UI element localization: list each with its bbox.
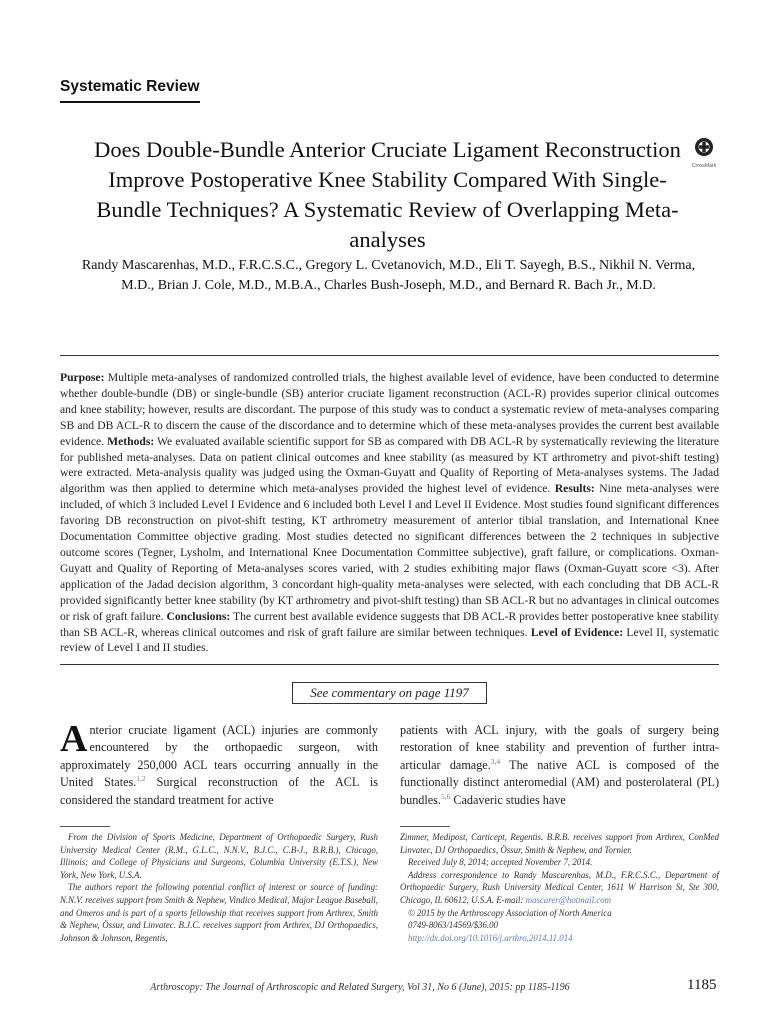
body-text: The native ACL is composed of the functionally distinct anteromedial (AM) and posterolateral (PL) bundles. (400, 757, 720, 807)
section-label: Systematic Review (60, 78, 200, 95)
reference-link[interactable]: 3,4 (490, 756, 501, 766)
purpose-text: Multiple meta-analyses of randomized controlled trials, the highest available level of evidence, have been conducted to determine whether double-bundle (DB) or single-bundle (SB) anterior cruciate ligament reconstruction (ACL-R) provides superior clinical outcomes and knee stability; however, results are discordant. The purpose of this study was to conduct a systematic review of meta-analyses comparing SB and DB ACL-R to discern the cause of the discordance and to determine which of these meta-analyses provides the current best available evidence. (60, 371, 719, 448)
section-rule (60, 101, 200, 103)
footnotes-right (400, 831, 719, 944)
level-of-evidence-text: Level II, systematic review of Level I and II studies. (60, 625, 719, 655)
doi-link[interactable]: http://dx.doi.org/10.1016/j.arthro.2014.11.014 (408, 932, 573, 943)
purpose-label: Purpose: (60, 371, 105, 384)
affiliation-note: From the Division of Sports Medicine, Department of Orthopaedic Surgery, Rush University Medical Center (R.M., G.L.C., N.N.V., B.J.C., C.B-J., B.R.B.), Chicago, Illinois; and College of Physicians and Surgeons, Columbia University (E.T.S.), New York, New York, U.S.A. (60, 832, 378, 880)
email-link[interactable]: mascarer@hotmail.com (525, 894, 612, 905)
page-number: 1185 (687, 977, 717, 993)
received-dates: Received July 8, 2014; accepted November 7, 2014. (408, 857, 593, 868)
footnote-rule (400, 826, 450, 827)
footnote-rule (60, 826, 110, 827)
conflict-note: The authors report the following potential conflict of interest or source of funding: N.N.V. receives support from Smith & Nephew, Vindico Medical, Major League Baseball, and Omeros and is part of a sports fellowship that receives support from Arthrex, Smith & Nephew, Össur, and Linvatec. B.J.C. receives support from Arthrex, DJ Orthopaedics, Johnson & Johnson, Regentis, (60, 882, 378, 943)
body-text: patients with ACL injury, with the goals of surgery being restoration of knee stability and prevention of further intra-articular damage. (400, 723, 719, 772)
footnotes-left (60, 831, 378, 944)
reference-link[interactable]: 5,6 (440, 791, 451, 801)
crossmark-icon (694, 137, 714, 157)
crossmark-badge[interactable] (691, 137, 717, 169)
level-of-evidence-label: Level of Evidence: (530, 625, 624, 639)
conflict-note-continued: Zimmer, Medipost, Carticept, Regentis. B.R.B. receives support from Arthrex, ConMed Linvatec, DJ Orthopaedics, Össur, Smith & Nephew, and Tornier. (400, 832, 719, 855)
correspondence-note (400, 869, 719, 907)
body-column-left (60, 718, 378, 809)
journal-citation: Arthroscopy: The Journal of Arthroscopic and Related Surgery, Vol 31, No 6 (June), 2015: pp 1185-1196 (150, 982, 570, 993)
conclusions-label: Conclusions: (166, 609, 231, 623)
body-column-right (400, 722, 719, 809)
author-list: Randy Mascarenhas, M.D., F.R.C.S.C., Gregory L. Cvetanovich, M.D., Eli T. Sayegh, B.S., Nikhil N. Verma, M.D., Brian J. Cole, M.D., M.B.A., Charles Bush-Joseph, M.D., and Bernard R. Bach Jr., M.D. (81, 258, 696, 293)
commentary-link[interactable]: See commentary on page 1197 (292, 682, 487, 704)
conclusions-text: The current best available evidence suggests that DB ACL-R provides better postoperative knee stability than SB ACL-R, whereas clinical outcomes and risk of graft failure are similar between techniques. (60, 609, 719, 639)
methods-text: We evaluated available scientific support for SB as compared with DB ACL-R by systematically reviewing the literature for published meta-analyses. Data on patient clinical outcomes and knee stability (as measured by KT arthrometry and pivot-shift testing) were extracted. Meta-analysis quality was judged using the Oxman-Guyatt and Quality of Reporting of Meta-analyses systems. The Jadad algorithm was then applied to determine which meta-analyses provided the highest level of evidence. (60, 434, 719, 496)
copyright-note: © 2015 by the Arthroscopy Association of North America (408, 907, 612, 918)
article-title: Does Double-Bundle Anterior Cruciate Ligament Reconstruction Improve Postoperative Knee Stability Compared With Single-Bundle Techniques? A Systematic Review of Overlapping Meta-analyses (94, 137, 681, 252)
body-text: Cadaveric studies have (450, 792, 566, 807)
results-label: Results: (554, 482, 595, 496)
methods-label: Methods: (107, 434, 155, 448)
abstract-bottom-rule (60, 664, 719, 665)
results-text: Nine meta-analyses were included, of which 3 included Level I Evidence and 6 included both Level I and Level II Evidence. Most studies found significant differences favoring DB reconstruction on pivot-shift testing, KT arthrometry measurement of anterior tibial translation, and International Knee Documentation Committee objective grading. Most studies detected no significant differences between the 2 techniques in subjective outcome scores (Tegner, Lysholm, and International Knee Documentation Committee subjective), graft failure, or complications. Oxman-Guyatt and Quality of Reporting of Meta-analyses scores varied, with 2 studies exhibiting major flaws (Oxman-Guyatt score <3). After application of the Jadad decision algorithm, 3 concordant high-quality meta-analyses were selected, with each concluding that DB ACL-R provided significantly better knee stability (by KT arthrometry and pivot-shift testing) than SB ACL-R but no advantages in clinical outcomes or risk of graft failure. (60, 482, 719, 623)
correspondence-text: Address correspondence to Randy Mascarenhas, M.D., F.R.C.S.C., Department of Orthopaedic Surgery, Rush University Medical Center, 1611 W Harrison St, Ste 300, Chicago, IL 60612, U.S.A. E-mail: (400, 869, 719, 905)
abstract (60, 370, 719, 656)
body-text: nterior cruciate ligament (ACL) injuries are commonly encountered by the orthopaedic surgeon, with approximately 250,000 ACL tears occurring annually in the United States. (60, 723, 378, 790)
issn-note: 0749-8063/14569/$36.00 (408, 920, 498, 931)
abstract-top-rule (60, 355, 719, 356)
body-text: Surgical reconstruction of the ACL is considered the standard treatment for active (60, 775, 378, 807)
drop-cap: A (60, 718, 88, 760)
reference-link[interactable]: 1,2 (136, 774, 146, 784)
crossmark-label: CrossMark (691, 163, 717, 169)
